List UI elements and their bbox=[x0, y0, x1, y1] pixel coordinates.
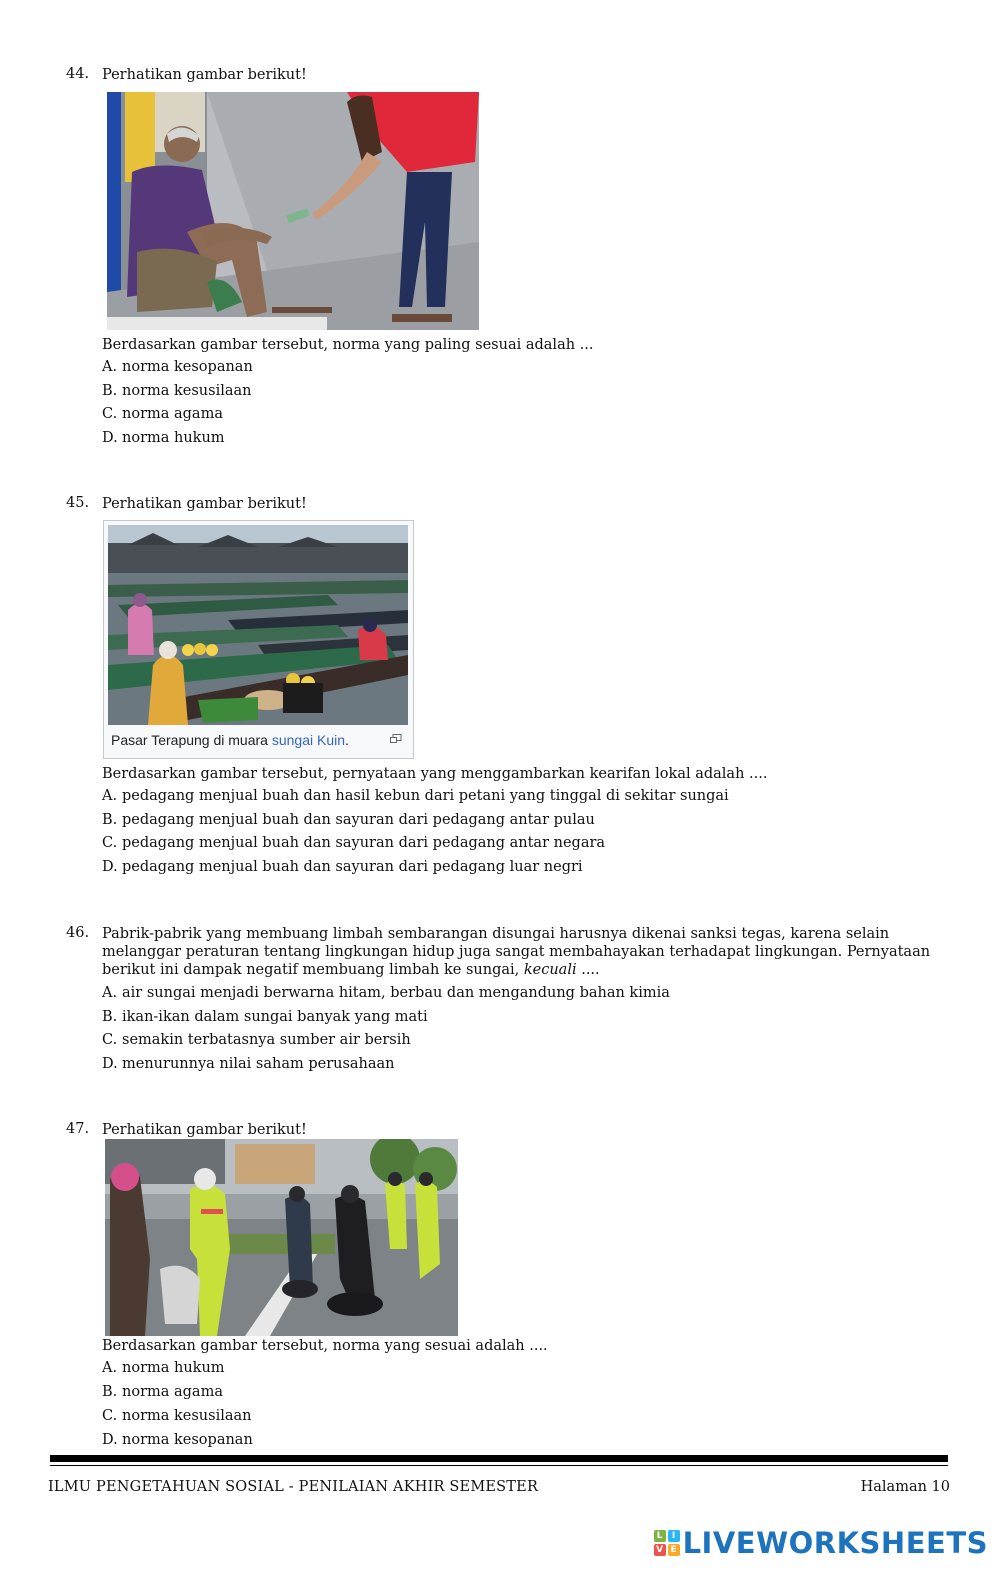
option-letter: D. bbox=[102, 1056, 118, 1072]
enlarge-icon[interactable] bbox=[390, 732, 402, 741]
question-45 bbox=[66, 495, 936, 519]
question-text: Berdasarkan gambar tersebut, norma yang paling sesuai adalah ... bbox=[102, 337, 594, 353]
option-text: pedagang menjual buah dan hasil kebun dari petani yang tinggal di sekitar sungai bbox=[122, 788, 729, 804]
option-c[interactable] bbox=[102, 835, 605, 851]
option-text: pedagang menjual buah dan sayuran dari pedagang antar pulau bbox=[122, 812, 595, 828]
option-text: norma kesusilaan bbox=[122, 383, 252, 399]
question-45-body bbox=[66, 765, 936, 885]
logo-tile: V bbox=[654, 1544, 666, 1556]
footer-subject: ILMU PENGETAHUAN SOSIAL - PENILAIAN AKHIR SEMESTER bbox=[48, 1479, 539, 1495]
question-44-body bbox=[66, 336, 936, 456]
question-emphasis: kecuali bbox=[523, 962, 577, 978]
option-a[interactable] bbox=[102, 985, 670, 1001]
question-prompt: Perhatikan gambar berikut! bbox=[102, 1122, 307, 1138]
option-letter: C. bbox=[102, 406, 118, 422]
question-46 bbox=[66, 925, 936, 1075]
option-letter: C. bbox=[102, 1032, 118, 1048]
option-d[interactable] bbox=[102, 1432, 253, 1448]
liveworksheets-brand[interactable] bbox=[654, 1526, 988, 1560]
option-d[interactable] bbox=[102, 859, 583, 875]
brand-name: LIVEWORKSHEETS bbox=[682, 1526, 988, 1560]
option-b[interactable] bbox=[102, 383, 252, 399]
question-text bbox=[102, 925, 932, 979]
option-text: norma kesusilaan bbox=[122, 1408, 252, 1424]
option-a[interactable] bbox=[102, 359, 253, 375]
question-number: 47. bbox=[66, 1121, 90, 1137]
option-letter: B. bbox=[102, 1384, 118, 1400]
question-text: Berdasarkan gambar tersebut, norma yang sesuai adalah .... bbox=[102, 1338, 548, 1354]
option-c[interactable] bbox=[102, 406, 223, 422]
beggar-receiving-money-photo bbox=[107, 92, 479, 330]
option-text: menurunnya nilai saham perusahaan bbox=[122, 1056, 395, 1072]
option-text: norma kesopanan bbox=[122, 359, 253, 375]
option-letter: C. bbox=[102, 835, 118, 851]
question-number: 46. bbox=[66, 925, 90, 941]
option-text: pedagang menjual buah dan sayuran dari pedagang antar negara bbox=[122, 835, 606, 851]
option-text: norma agama bbox=[122, 406, 223, 422]
option-letter: B. bbox=[102, 812, 118, 828]
option-c[interactable] bbox=[102, 1408, 252, 1424]
logo-tile: E bbox=[668, 1544, 680, 1556]
option-text: norma hukum bbox=[122, 1360, 225, 1376]
option-text: pedagang menjual buah dan sayuran dari pedagang luar negri bbox=[122, 859, 583, 875]
question-number: 45. bbox=[66, 495, 90, 511]
option-letter: B. bbox=[102, 383, 118, 399]
option-text: norma agama bbox=[122, 1384, 223, 1400]
option-letter: A. bbox=[102, 1360, 118, 1376]
option-letter: A. bbox=[102, 788, 118, 804]
traffic-police-check-photo bbox=[105, 1139, 458, 1336]
option-letter: D. bbox=[102, 859, 118, 875]
question-ellipsis: .... bbox=[576, 962, 600, 978]
caption-suffix: . bbox=[345, 732, 349, 748]
option-letter: A. bbox=[102, 359, 118, 375]
option-b[interactable] bbox=[102, 1009, 428, 1025]
option-a[interactable] bbox=[102, 788, 729, 804]
footer-page-number: Halaman 10 bbox=[860, 1479, 950, 1495]
question-47-body bbox=[66, 1337, 936, 1457]
option-text: norma kesopanan bbox=[122, 1432, 253, 1448]
image-caption bbox=[111, 732, 349, 748]
question-number: 44. bbox=[66, 66, 90, 82]
option-letter: D. bbox=[102, 430, 118, 446]
option-c[interactable] bbox=[102, 1032, 411, 1048]
option-b[interactable] bbox=[102, 812, 595, 828]
option-d[interactable] bbox=[102, 1056, 395, 1072]
question-prompt: Perhatikan gambar berikut! bbox=[102, 67, 307, 83]
floating-market-photo bbox=[108, 525, 408, 725]
option-text: ikan-ikan dalam sungai banyak yang mati bbox=[122, 1009, 428, 1025]
option-text: semakin terbatasnya sumber air bersih bbox=[122, 1032, 411, 1048]
liveworksheets-logo-icon bbox=[654, 1530, 680, 1556]
logo-tile: L bbox=[654, 1530, 666, 1542]
footer-divider bbox=[50, 1455, 948, 1462]
question-prompt: Perhatikan gambar berikut! bbox=[102, 496, 307, 512]
caption-link[interactable]: sungai Kuin bbox=[271, 732, 346, 748]
option-text: norma hukum bbox=[122, 430, 225, 446]
option-letter: A. bbox=[102, 985, 118, 1001]
logo-tile: I bbox=[668, 1530, 680, 1542]
option-a[interactable] bbox=[102, 1360, 225, 1376]
option-b[interactable] bbox=[102, 1384, 223, 1400]
option-letter: B. bbox=[102, 1009, 118, 1025]
question-main-text: Pabrik-pabrik yang membuang limbah sembarangan disungai harusnya dikenai sanksi tegas, karena selain melanggar peraturan tentang lingkungan hidup juga sangat membahayakan terhadapat lingkungan. Pernyataan berikut ini dampak negatif membuang limbah ke sungai, bbox=[102, 926, 931, 978]
caption-text: Pasar Terapung di muara bbox=[111, 732, 272, 748]
option-d[interactable] bbox=[102, 430, 225, 446]
question-text: Berdasarkan gambar tersebut, pernyataan yang menggambarkan kearifan lokal adalah .... bbox=[102, 766, 768, 782]
option-letter: D. bbox=[102, 1432, 118, 1448]
footer-divider-thin bbox=[50, 1465, 948, 1466]
option-letter: C. bbox=[102, 1408, 118, 1424]
option-text: air sungai menjadi berwarna hitam, berbau dan mengandung bahan kimia bbox=[122, 985, 670, 1001]
